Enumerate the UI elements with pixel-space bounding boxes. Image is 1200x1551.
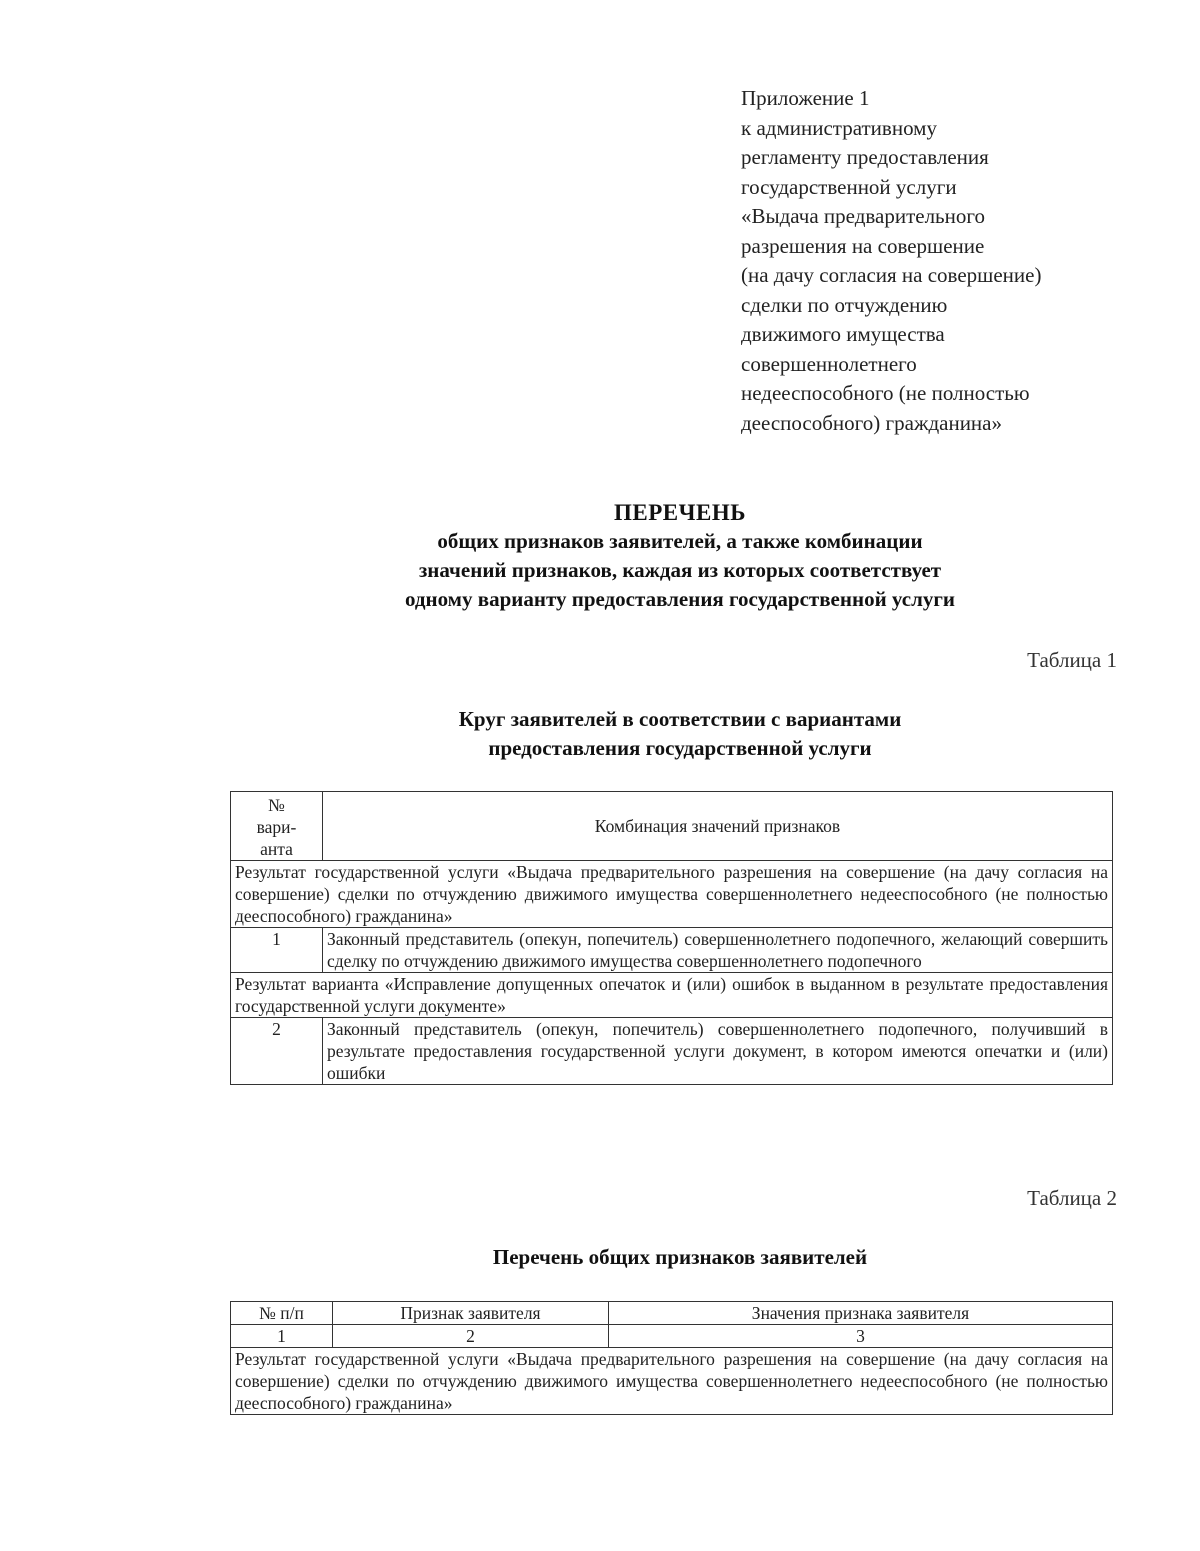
- table1-header-num-line: №: [268, 795, 285, 815]
- table1-row-text: Законный представитель (опекун, попечитель) совершеннолетнего подопечного, желающий совершить сделку по отчуждению движимого имущества совершеннолетнего подопечного: [323, 928, 1113, 973]
- appendix-line: сделки по отчуждению: [741, 292, 948, 317]
- table2-header-values: Значения признака заявителя: [609, 1302, 1113, 1325]
- table1-title-line: предоставления государственной услуги: [488, 736, 872, 760]
- table2: [230, 1301, 1113, 1415]
- appendix-line: к административному: [741, 115, 937, 140]
- appendix-line: регламенту предоставления: [741, 145, 989, 169]
- table1-row-num: 2: [231, 1018, 323, 1085]
- table1-title: [330, 705, 1030, 763]
- table1-label: Таблица 1: [1027, 648, 1117, 672]
- table2-header-attribute: Признак заявителя: [333, 1302, 609, 1325]
- table2-header-row: [231, 1302, 1113, 1325]
- document-subtitle-line: общих признаков заявителей, а также комбинации: [437, 529, 923, 553]
- document-title: ПЕРЕЧЕНЬ: [614, 500, 746, 525]
- appendix-line: движимого имущества: [741, 322, 945, 346]
- table1-row-text: Законный представитель (опекун, попечитель) совершеннолетнего подопечного, получивший в результате предоставления государственной услуги документ, в котором имеются опечатки и (или) ошибки: [323, 1018, 1113, 1085]
- table1-header-row: [231, 792, 1113, 861]
- appendix-note: [741, 84, 1161, 438]
- appendix-line: государственной услуги: [741, 174, 957, 199]
- table1-section-row: [231, 973, 1113, 1018]
- table2-col-number: 1: [231, 1325, 333, 1348]
- table2-header-num: № п/п: [231, 1302, 333, 1325]
- table2-col-number: 2: [333, 1325, 609, 1348]
- table2-section-row: [231, 1348, 1113, 1415]
- document-heading: [300, 498, 1060, 614]
- table1-section-row: [231, 861, 1113, 928]
- table1-header-num-line: анта: [260, 839, 293, 859]
- table1-section-result-service: Результат государственной услуги «Выдача предварительного разрешения на совершение (на дачу согласия на совершение) сделки по отчуждению движимого имущества совершеннолетнего недееспособного (не полностью дееспособного) гражданина»: [231, 861, 1113, 928]
- appendix-line: недееспособного (не полностью: [741, 381, 1030, 405]
- appendix-line: совершеннолетнего: [741, 351, 917, 376]
- table1-header-num: [231, 792, 323, 861]
- table2-col-number: 3: [609, 1325, 1113, 1348]
- table-row: [231, 1018, 1113, 1085]
- appendix-line: разрешения на совершение: [741, 233, 985, 258]
- table2-section-result-service: Результат государственной услуги «Выдача предварительного разрешения на совершение (на дачу согласия на совершение) сделки по отчуждению движимого имущества совершеннолетнего недееспособного (не полностью дееспособного) гражданина»: [231, 1348, 1113, 1415]
- table-row: [231, 928, 1113, 973]
- appendix-line: дееспособного) гражданина»: [741, 410, 1002, 435]
- table1: [230, 791, 1113, 1085]
- appendix-line: (на дачу согласия на совершение): [741, 263, 1042, 287]
- table1-header-combination: Комбинация значений признаков: [323, 792, 1113, 861]
- document-subtitle-line: одному варианту предоставления государственной услуги: [404, 587, 956, 611]
- table1-title-line: Круг заявителей в соответствии с вариантами: [458, 707, 902, 731]
- table2-numbering-row: [231, 1325, 1113, 1348]
- appendix-line: «Выдача предварительного: [741, 204, 985, 228]
- table2-title: Перечень общих признаков заявителей: [492, 1245, 868, 1269]
- table1-section-result-correction: Результат варианта «Исправление допущенных опечаток и (или) ошибок в выданном в результате предоставления государственной услуги документе»: [231, 973, 1113, 1018]
- table2-label: Таблица 2: [1027, 1186, 1117, 1210]
- table1-header-num-line: вари-: [256, 817, 297, 837]
- document-subtitle-line: значений признаков, каждая из которых соответствует: [418, 558, 942, 582]
- appendix-line: Приложение 1: [741, 86, 870, 110]
- table1-row-num: 1: [231, 928, 323, 973]
